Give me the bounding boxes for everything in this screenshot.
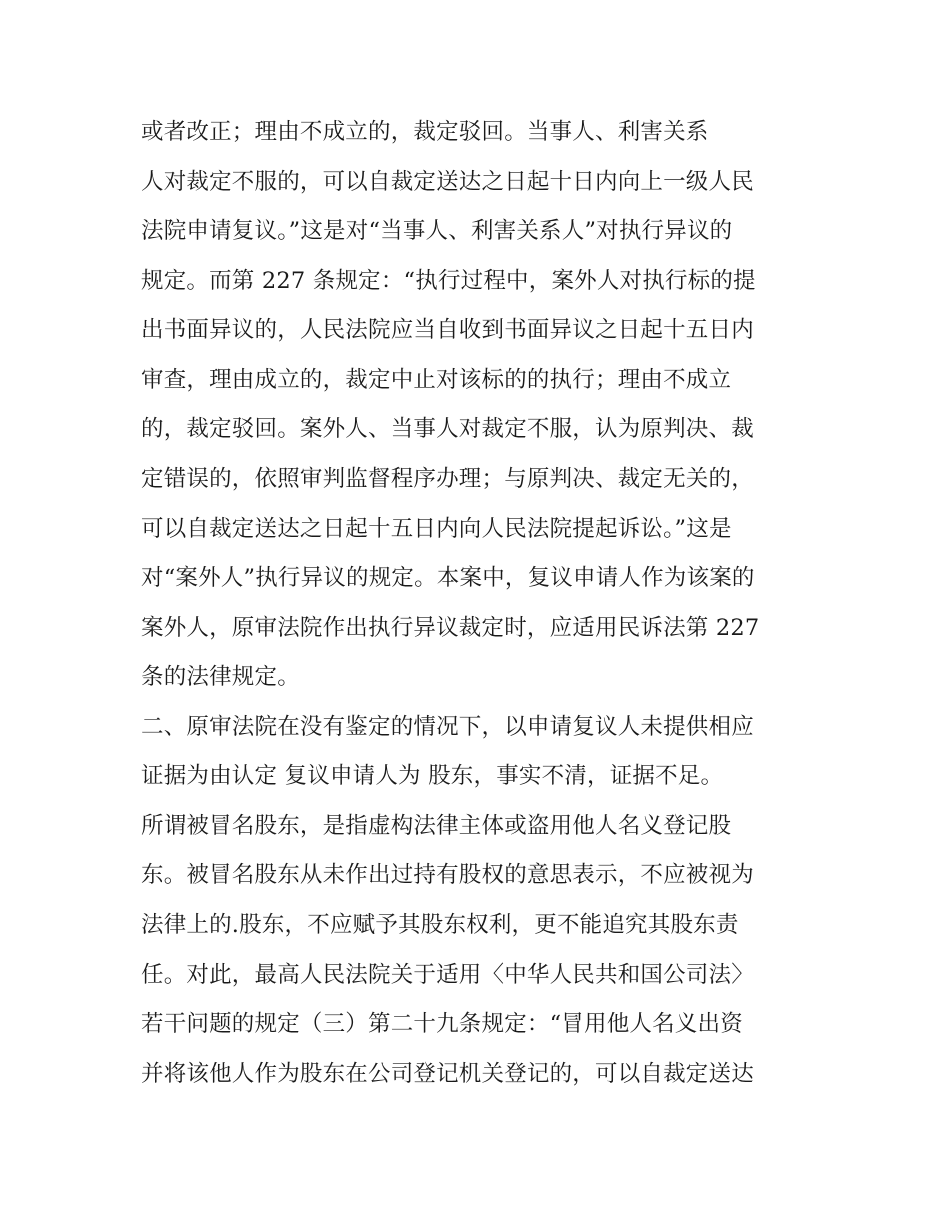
text-line: 的，裁定驳回。案外人、当事人对裁定不服，认为原判决、裁 — [141, 416, 754, 442]
text-line: 案外人，原审法院作出执行异议裁定时，应适用民诉法第 227 — [141, 615, 760, 641]
text-line: 若干问题的规定（三）第二十九条规定：“冒用他人名义出资 — [141, 1011, 743, 1037]
text-line: 人对裁定不服的，可以自裁定送达之日起十日内向上一级人民 — [141, 169, 754, 195]
text-line: 条的法律规定。 — [141, 664, 300, 690]
text-line: 法律上的.股东，不应赋予其股东权利，更不能追究其股东责 — [141, 912, 739, 938]
text-line: 任。对此，最高人民法院关于适用〈中华人民共和国公司法〉 — [141, 962, 754, 988]
text-line: 法院申请复议。”这是对“当事人、利害关系人”对执行异议的 — [141, 218, 733, 244]
text-line: 可以自裁定送达之日起十五日内向人民法院提起诉讼。”这是 — [141, 516, 732, 542]
text-line: 或者改正；理由不成立的，裁定驳回。当事人、利害关系 — [141, 119, 709, 145]
text-line: 审查，理由成立的，裁定中止对该标的的执行；理由不成立 — [141, 367, 732, 393]
text-line: 所谓被冒名股东，是指虚构法律主体或盗用他人名义登记股 — [141, 813, 732, 839]
text-line: 二、原审法院在没有鉴定的情况下，以申请复议人未提供相应 — [141, 714, 754, 740]
text-line: 东。被冒名股东从未作出过持有股权的意思表示，不应被视为 — [141, 862, 754, 888]
text-line: 规定。而第 227 条规定：“执行过程中，案外人对执行标的提 — [141, 268, 756, 294]
text-line: 出书面异议的，人民法院应当自收到书面异议之日起十五日内 — [141, 317, 754, 343]
text-line: 对“案外人”执行异议的规定。本案中，复议申请人作为该案的 — [141, 565, 755, 591]
text-line: 证据为由认定 复议申请人为 股东，事实不清，证据不足。 — [141, 763, 724, 789]
text-line: 并将该他人作为股东在公司登记机关登记的，可以自裁定送达 — [141, 1061, 754, 1087]
text-line: 定错误的，依照审判监督程序办理；与原判决、裁定无关的， — [141, 466, 754, 492]
